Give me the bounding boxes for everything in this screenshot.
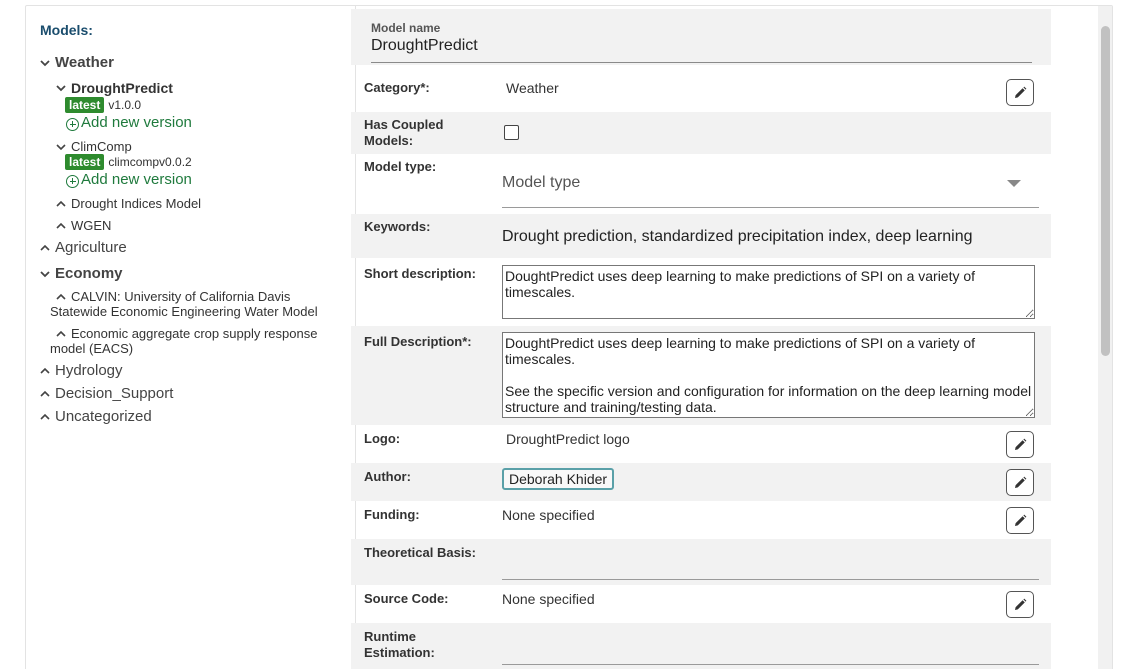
edit-category-button[interactable]: [1006, 79, 1034, 106]
author-row: [351, 463, 1051, 501]
pencil-icon[interactable]: [1013, 438, 1027, 452]
model-label[interactable]: DroughtPredict: [71, 80, 173, 96]
tree-category-economy[interactable]: [40, 265, 123, 282]
model-name-field[interactable]: [351, 9, 1051, 65]
model-type-row: [351, 154, 1051, 214]
model-label[interactable]: Economic aggregate crop supply response: [71, 326, 318, 341]
category-label[interactable]: Hydrology: [55, 362, 123, 379]
model-label[interactable]: Statewide Economic Engineering Water Model: [50, 304, 318, 319]
version-row[interactable]: [65, 154, 192, 170]
tree-category-decision-support[interactable]: [40, 385, 173, 402]
category-row: [351, 74, 1051, 112]
tree-model-eacs[interactable]: [56, 326, 317, 341]
add-version-label[interactable]: Add new version: [81, 114, 192, 131]
chevron-up-icon[interactable]: [40, 412, 50, 422]
funding-value: None specified: [502, 507, 595, 523]
tree-category-uncategorized[interactable]: [40, 408, 152, 425]
chevron-up-icon[interactable]: [56, 221, 66, 231]
version-label[interactable]: v1.0.0: [108, 98, 142, 112]
runtime-estimation-row: [351, 623, 1051, 669]
short-description-textarea[interactable]: [502, 265, 1035, 319]
theoretical-basis-label: Theoretical Basis:: [364, 545, 476, 560]
model-name-input[interactable]: DroughtPredict: [371, 37, 478, 54]
scrollbar-thumb[interactable]: [1101, 26, 1110, 356]
version-label[interactable]: climcompv0.0.2: [108, 155, 192, 169]
author-chip[interactable]: Deborah Khider: [502, 468, 614, 490]
chevron-up-icon[interactable]: [56, 199, 66, 209]
model-label[interactable]: model (EACS): [50, 341, 134, 356]
full-description-textarea[interactable]: [502, 332, 1035, 418]
dropdown-caret-icon[interactable]: [1007, 180, 1021, 187]
model-label[interactable]: CALVIN: University of California Davis: [71, 289, 291, 304]
model-label[interactable]: ClimComp: [71, 139, 132, 154]
models-title: Models:: [40, 22, 93, 38]
latest-badge: latest: [65, 97, 104, 113]
theoretical-basis-input[interactable]: [502, 579, 1039, 580]
add-version-label[interactable]: Add new version: [81, 171, 192, 188]
tree-category-weather[interactable]: [40, 54, 114, 71]
pencil-icon[interactable]: [1013, 514, 1027, 528]
model-label-continued[interactable]: [50, 304, 318, 319]
add-version-link[interactable]: [66, 171, 192, 188]
funding-label: Funding:: [364, 507, 420, 522]
pencil-icon[interactable]: [1013, 476, 1027, 490]
category-label[interactable]: Decision_Support: [55, 385, 174, 402]
source-code-value: None specified: [502, 591, 595, 607]
logo-row: [351, 425, 1051, 463]
label-line: Models:: [364, 133, 414, 148]
category-label[interactable]: Economy: [55, 265, 123, 282]
select-underline: [502, 207, 1039, 208]
latest-badge: latest: [65, 154, 104, 170]
model-label[interactable]: WGEN: [71, 218, 112, 233]
tree-model-wgen[interactable]: [56, 218, 111, 233]
tree-category-agriculture[interactable]: [40, 239, 127, 256]
theoretical-basis-row: [351, 539, 1051, 585]
coupled-models-checkbox[interactable]: [504, 125, 519, 140]
chevron-up-icon[interactable]: [56, 329, 66, 339]
model-name-label: Model name: [371, 21, 441, 35]
models-sidebar: [26, 6, 356, 669]
author-label: Author:: [364, 469, 411, 484]
source-code-row: [351, 585, 1051, 623]
runtime-estimation-label: [364, 629, 435, 661]
logo-value: DroughtPredict logo: [506, 431, 630, 447]
version-row[interactable]: [65, 97, 141, 113]
tree-model-calvin[interactable]: [56, 289, 290, 304]
input-underline: [371, 62, 1032, 63]
chevron-down-icon[interactable]: [40, 269, 50, 279]
chevron-up-icon[interactable]: [56, 292, 66, 302]
model-label-continued[interactable]: [50, 341, 133, 356]
chevron-down-icon[interactable]: [56, 83, 66, 93]
funding-row: [351, 501, 1051, 539]
model-label[interactable]: Drought Indices Model: [71, 196, 202, 211]
edit-author-button[interactable]: [1006, 469, 1034, 496]
source-code-label: Source Code:: [364, 591, 449, 606]
label-line: Estimation:: [364, 645, 435, 660]
keywords-input[interactable]: Drought prediction, standardized precipitation index, deep learning: [502, 228, 973, 245]
category-value: Weather: [506, 80, 559, 96]
category-label[interactable]: Uncategorized: [55, 408, 152, 425]
model-type-select[interactable]: Model type: [502, 174, 581, 191]
runtime-estimation-input[interactable]: [502, 664, 1039, 665]
coupled-models-row: [351, 112, 1051, 154]
category-label[interactable]: Agriculture: [55, 239, 127, 256]
tree-category-hydrology[interactable]: [40, 362, 123, 379]
coupled-models-label: [364, 117, 443, 149]
chevron-up-icon[interactable]: [40, 243, 50, 253]
chevron-up-icon[interactable]: [40, 389, 50, 399]
short-description-label: Short description:: [364, 266, 476, 281]
add-version-link[interactable]: [66, 114, 192, 131]
pencil-icon[interactable]: [1013, 598, 1027, 612]
chevron-up-icon[interactable]: [40, 366, 50, 376]
chevron-down-icon[interactable]: [56, 142, 66, 152]
keywords-row: [351, 214, 1051, 258]
pencil-icon[interactable]: [1013, 86, 1027, 100]
full-description-label: Full Description*:: [364, 334, 472, 349]
category-label[interactable]: Weather: [55, 54, 114, 71]
keywords-label: Keywords:: [364, 219, 431, 234]
edit-funding-button[interactable]: [1006, 507, 1034, 534]
tree-model-climcomp[interactable]: [56, 139, 132, 154]
tree-model-drought-indices[interactable]: [56, 196, 201, 211]
chevron-down-icon[interactable]: [40, 58, 50, 68]
category-label: Category*:: [364, 80, 430, 95]
plus-circle-icon[interactable]: [66, 175, 79, 188]
plus-circle-icon[interactable]: [66, 118, 79, 131]
model-type-label: Model type:: [364, 159, 437, 174]
edit-logo-button[interactable]: [1006, 431, 1034, 458]
tree-model-droughtpredict[interactable]: [56, 80, 173, 96]
short-description-row: [351, 258, 1051, 326]
edit-source-code-button[interactable]: [1006, 591, 1034, 618]
full-description-row: [351, 326, 1051, 425]
label-line: Runtime: [364, 629, 416, 644]
logo-label: Logo:: [364, 431, 401, 446]
label-line: Has Coupled: [364, 117, 444, 132]
